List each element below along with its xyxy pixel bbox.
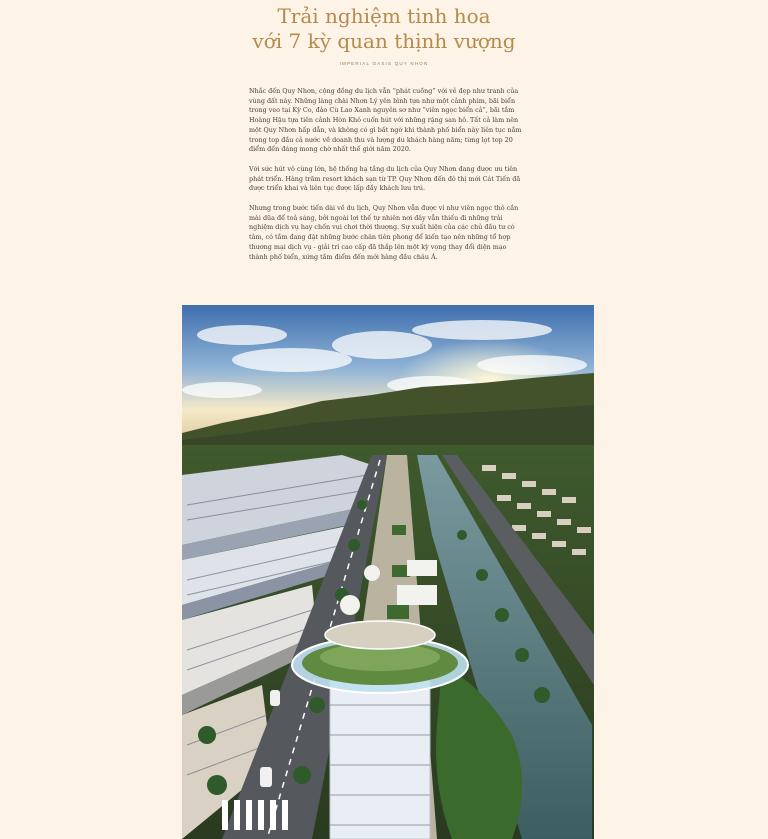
page-title-line-1: Trải nghiệm tinh hoa (277, 4, 491, 28)
hero-illustration (182, 305, 594, 839)
article-body (249, 87, 526, 272)
page-title (0, 4, 768, 54)
article-paragraph-2: Với sức hút vô cùng lớn, hệ thống hạ tầng du lịch của Quy Nhơn đang được ưu tiên phát triển. Hàng trăm resort khách sạn từ TP. Quy Nhơn đến đô thị mới Cát Tiến đã được triển khai và liên tục được lấp đầy khách lưu trú. (249, 164, 521, 193)
article-paragraph-1: Nhắc đến Quy Nhơn, cộng đồng du lịch vẫn “phát cuồng” với vẻ đẹp như tranh của vùng đất này. Những làng chài Nhơn Lý yên bình tựa như một cảnh phim, bãi biển trong veo tại Kỳ Co, đảo Cù Lao Xanh nguyên sơ như “viên ngọc biển cả”, bãi tắm Hoàng Hậu tựa tiên cảnh Hòn Khô cuốn hút với những rặng san hô. Tất cả làm nên một Quy Nhơn hấp dẫn, và không có gì bất ngờ khi thành phố biển này liên tục nằm trong top đầu cả nước về doanh thu và lượng du khách hàng năm; từng lọt top 20 điểm đến đáng mong chờ nhất thế giới năm 2020. (249, 87, 522, 154)
project-subtitle: IMPERIAL OASIS QUY NHON (339, 61, 429, 66)
article-paragraph-3: Nhưng trong bước tiến dài về du lịch, Quy Nhơn vẫn được ví như viên ngọc thô cần mài dũa để toả sáng, bởi ngoài lợi thế tự nhiên nơi đây vẫn thiếu đi những trải nghiệm dịch vụ hay chốn vui chơi thời thượng. Sự xuất hiện của các chủ đầu tư có tâm, có tầm đang đặt những bước chân tiên phong để kiến tạo nên những tổ hợp thương mại dịch vụ - giải trí cao cấp đã thắp lên một kỳ vọng thay đổi diện mạo thành phố biển, xứng tầm điểm đến mới hàng đầu châu Á. (249, 204, 519, 261)
aerial-city-render-image (182, 305, 594, 839)
page-title-line-2: với 7 kỳ quan thịnh vượng (252, 29, 516, 53)
